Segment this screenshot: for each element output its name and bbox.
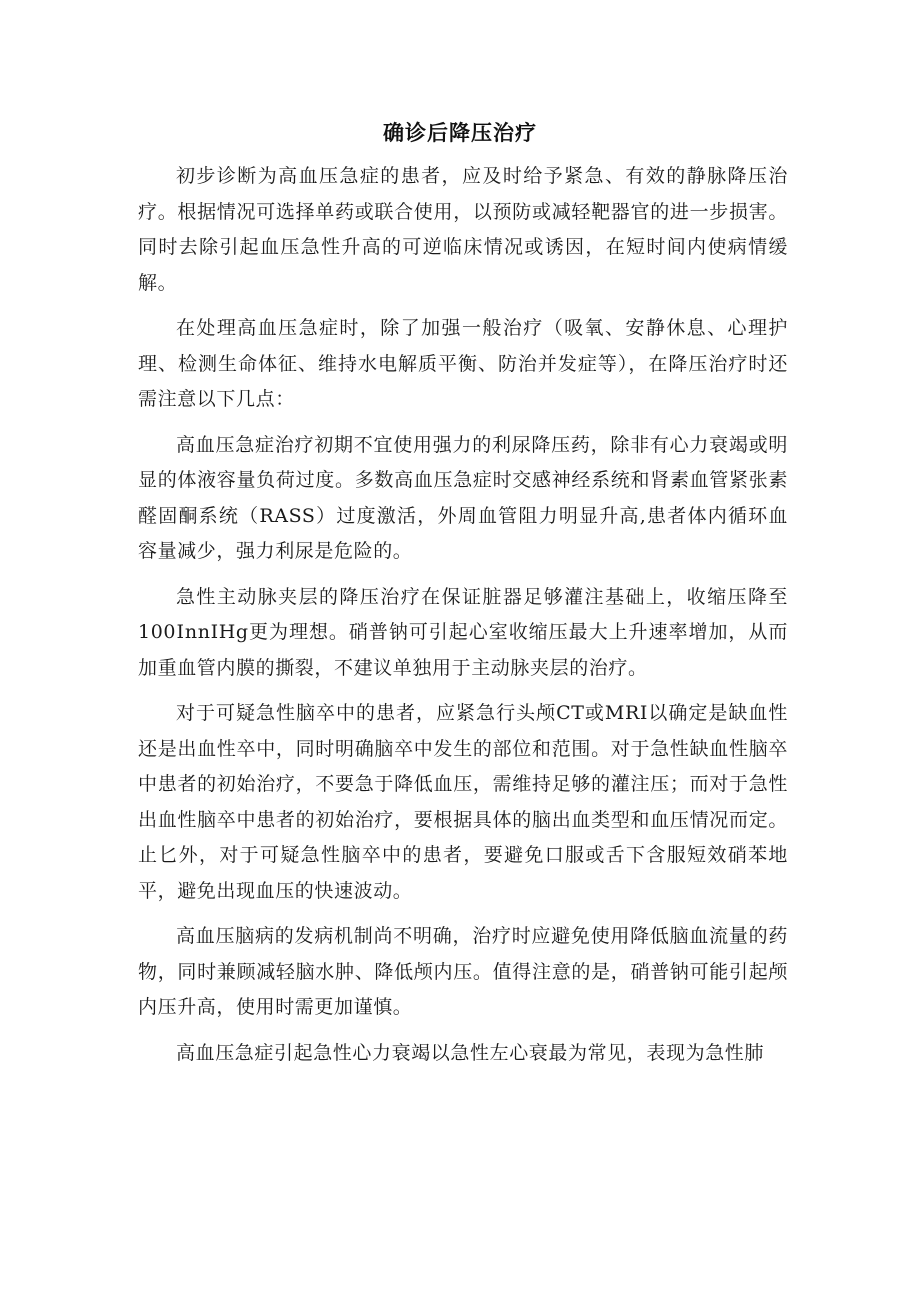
paragraph-5: 对于可疑急性脑卒中的患者，应紧急行头颅CT或MRI以确定是缺血性还是出血性卒中，同时明确脑卒中发生的部位和范围。对于急性缺血性脑卒中患者的初始治疗，不要急于降低血压，需维持足够的灌注压；而对于急性出血性脑卒中患者的初始治疗，要根据具体的脑出血类型和血压情况而定。止匕外，对于可疑急性脑卒中的患者，要避免口服或舌下含服短效硝苯地平，避免出现血压的快速波动。 bbox=[138, 702, 788, 902]
paragraph-2: 在处理高血压急症时，除了加强一般治疗（吸氧、安静休息、心理护理、检测生命体征、维持水电解质平衡、防治并发症等），在降压治疗时还需注意以下几点： bbox=[138, 317, 788, 410]
document-title: 确诊后降压治疗 bbox=[383, 121, 537, 145]
paragraph-6: 高血压脑病的发病机制尚不明确，治疗时应避免使用降低脑血流量的药物，同时兼顾减轻脑水肿、降低颅内压。值得注意的是，硝普钠可能引起颅内压升高，使用时需更加谨慎。 bbox=[138, 925, 788, 1018]
paragraph-1: 初步诊断为高血压急症的患者，应及时给予紧急、有效的静脉降压治疗。根据情况可选择单药或联合使用，以预防或减轻靶器官的进一步损害。同时去除引起血压急性升高的可逆临床情况或诱因，在短时间内使病情缓解。 bbox=[138, 165, 788, 294]
document-body bbox=[138, 159, 788, 1081]
paragraph-7: 高血压急症引起急性心力衰竭以急性左心衰最为常见，表现为急性肺 bbox=[176, 1041, 765, 1064]
paragraph-3: 高血压急症治疗初期不宜使用强力的利尿降压药，除非有心力衰竭或明显的体液容量负荷过度。多数高血压急症时交感神经系统和肾素血管紧张素醛固酮系统（RASS）过度激活，外周血管阻力明显升高,患者体内循环血容量减少，强力利尿是危险的。 bbox=[138, 433, 788, 562]
paragraph-4: 急性主动脉夹层的降压治疗在保证脏器足够灌注基础上，收缩压降至100ⅠnnIHg更为理想。硝普钠可引起心室收缩压最大上升速率增加，从而加重血管内膜的撕裂，不建议单独用于主动脉夹层的治疗。 bbox=[138, 585, 788, 679]
